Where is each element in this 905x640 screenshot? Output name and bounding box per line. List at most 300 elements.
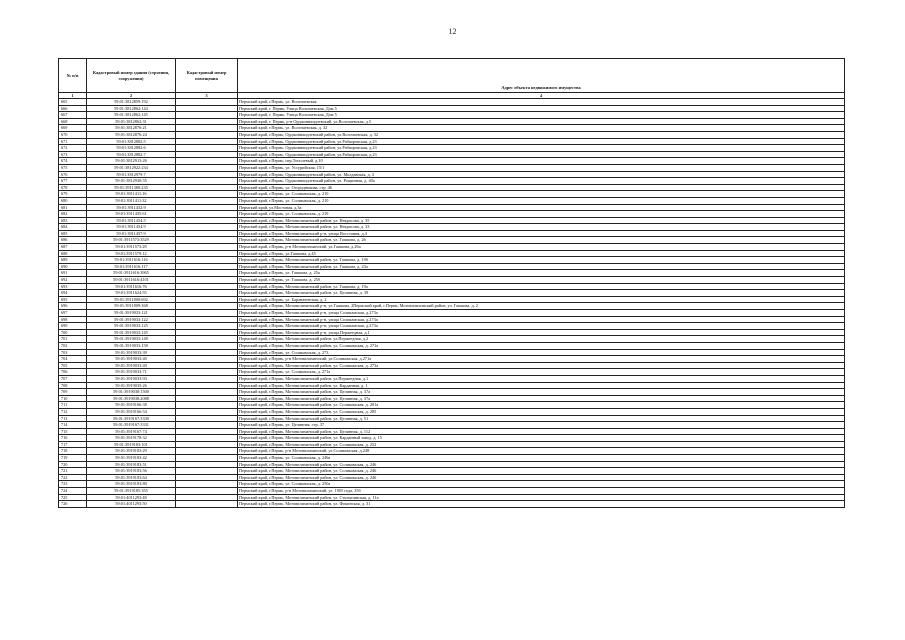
table-row bbox=[59, 257, 845, 264]
row-number-cell: 723 bbox=[59, 481, 87, 488]
table-row bbox=[59, 151, 845, 158]
row-number-cell: 702 bbox=[59, 342, 87, 349]
building-cadastral-cell: 59:01:3911411:16 bbox=[87, 191, 176, 198]
address-cell: Пермский край, г.Пермь, Мотовилихинский район, ул. Соликамская, д. 271а bbox=[238, 342, 845, 349]
building-cadastral-cell: 59:01:3919038:1500 bbox=[87, 389, 176, 396]
row-number-cell: 670 bbox=[59, 131, 87, 138]
row-number-cell: 712 bbox=[59, 408, 87, 415]
address-cell: Пермский край, г.Пермь, ул. Соликамская, д. 246а bbox=[238, 455, 845, 462]
building-cadastral-cell: 59:01:3812876:24 bbox=[87, 131, 176, 138]
premises-cadastral-cell bbox=[176, 336, 238, 343]
row-number-cell: 715 bbox=[59, 428, 87, 435]
premises-cadastral-cell bbox=[176, 342, 238, 349]
building-cadastral-cell: 59:01:3911432:9 bbox=[87, 204, 176, 211]
building-cadastral-cell: 59:01:3919183:56 bbox=[87, 468, 176, 475]
column-number: 3 bbox=[176, 93, 238, 99]
address-cell: Пермский край, г.Пермь, Мотовилихинский район, ул. Гашкова, д. 19а bbox=[238, 283, 845, 290]
address-cell: Пермский край, г.Пермь, р-н Мотовилихинский, ул. 1905 года, 35б bbox=[238, 488, 845, 495]
table-row bbox=[59, 296, 845, 303]
row-number-cell: 689 bbox=[59, 257, 87, 264]
row-number-cell: 679 bbox=[59, 191, 87, 198]
building-cadastral-cell: 59:01:3812882:7 bbox=[87, 151, 176, 158]
building-cadastral-cell: 59:01:3911457:9 bbox=[87, 230, 176, 237]
row-number-cell: 719 bbox=[59, 455, 87, 462]
building-cadastral-cell: 59:01:3919183:42 bbox=[87, 455, 176, 462]
building-cadastral-cell: 59:01:3919033:121 bbox=[87, 310, 176, 317]
table-row bbox=[59, 323, 845, 330]
address-cell: Пермский край, г.Пермь, Мотовилихинский район, ул. Соликамская, д. 281а bbox=[238, 402, 845, 409]
address-cell: Пермский край, г.Пермь, р-н Мотовилихинский, ул.Соликамская, д.248 bbox=[238, 448, 845, 455]
building-cadastral-cell: 59:01:4011293:48 bbox=[87, 494, 176, 501]
table-body bbox=[59, 99, 845, 508]
row-number-cell: 691 bbox=[59, 270, 87, 277]
premises-cadastral-cell bbox=[176, 356, 238, 363]
row-number-cell: 688 bbox=[59, 250, 87, 257]
building-cadastral-cell: 59:01:3911616:3965 bbox=[87, 270, 176, 277]
table-row bbox=[59, 263, 845, 270]
row-number-cell: 716 bbox=[59, 435, 87, 442]
premises-cadastral-cell bbox=[176, 237, 238, 244]
premises-cadastral-cell bbox=[176, 448, 238, 455]
address-cell: Пермский край, г.Пермь, Мотовилихинский район, ул. Гашкова, д. 26 bbox=[238, 237, 845, 244]
building-cadastral-cell: 59:01:3911454:9 bbox=[87, 224, 176, 231]
premises-cadastral-cell bbox=[176, 303, 238, 310]
premises-cadastral-cell bbox=[176, 151, 238, 158]
table-row bbox=[59, 329, 845, 336]
row-number-cell: 686 bbox=[59, 237, 87, 244]
row-number-cell: 713 bbox=[59, 415, 87, 422]
building-cadastral-cell: 59:01:3919033:122 bbox=[87, 316, 176, 323]
address-cell: Пермский край, г.Пермь, Мотовилихинский район, ул. Фокинская, д. 31 bbox=[238, 501, 845, 508]
address-cell: Пермский край, г.Пермь, р-н Мотовилихинский, ул.Соликамская, д.271а bbox=[238, 356, 845, 363]
premises-cadastral-cell bbox=[176, 422, 238, 429]
table-row bbox=[59, 250, 845, 257]
address-cell: Пермский край, г.Пермь, ул. Бараначевская, д. 2 bbox=[238, 296, 845, 303]
table-row bbox=[59, 336, 845, 343]
row-number-cell: 698 bbox=[59, 316, 87, 323]
building-cadastral-cell: 59:01:3911573:3529 bbox=[87, 237, 176, 244]
table-row bbox=[59, 448, 845, 455]
table-row bbox=[59, 408, 845, 415]
address-cell: Пермский край, г.Пермь, ул. Огородникова, стр. 46 bbox=[238, 184, 845, 191]
building-cadastral-cell: 59:01:3919033:71 bbox=[87, 369, 176, 376]
table-row bbox=[59, 455, 845, 462]
row-number-cell: 694 bbox=[59, 290, 87, 297]
building-cadastral-cell: 59:01:3812930:55 bbox=[87, 178, 176, 185]
table-row bbox=[59, 138, 845, 145]
address-cell: Пермский край, г. Пермь, Улица Волочаевская, Дом 5 bbox=[238, 105, 845, 112]
row-number-cell: 709 bbox=[59, 389, 87, 396]
address-cell: Пермский край, г. Пермь, р-н Орджоникидзевский, ул.Волочаевская, д.5 bbox=[238, 118, 845, 125]
address-cell: Пермский край, г.Пермь, Мотовилихинский р-н, улица Восстания, д.4 bbox=[238, 230, 845, 237]
premises-cadastral-cell bbox=[176, 263, 238, 270]
premises-cadastral-cell bbox=[176, 112, 238, 119]
address-cell: Пермский край, г.Пермь, ул. Соликамская, д. 219 bbox=[238, 211, 845, 218]
row-number-cell: 695 bbox=[59, 296, 87, 303]
address-cell: Пермский край, г.Пермь, Мотовилихинский р-н, улица Соликамская, д.273а bbox=[238, 316, 845, 323]
premises-cadastral-cell bbox=[176, 389, 238, 396]
address-cell: Пермский край, г.Пермь, Мотовилихинский район, ул. Гашкова, д. 23а bbox=[238, 263, 845, 270]
building-cadastral-cell: 59:01:3919038:2088 bbox=[87, 395, 176, 402]
building-cadastral-cell: 59:01:3812882:6 bbox=[87, 145, 176, 152]
premises-cadastral-cell bbox=[176, 158, 238, 165]
building-cadastral-cell: 59:01:3911800:692 bbox=[87, 296, 176, 303]
table-row bbox=[59, 178, 845, 185]
address-cell: Пермский край, г.Пермь, ул. Соликамская, д. 273 bbox=[238, 349, 845, 356]
table-row bbox=[59, 211, 845, 218]
row-number-cell: 687 bbox=[59, 244, 87, 251]
row-number-cell: 669 bbox=[59, 125, 87, 132]
table-row bbox=[59, 468, 845, 475]
table-row bbox=[59, 481, 845, 488]
premises-cadastral-cell bbox=[176, 408, 238, 415]
building-cadastral-cell: 59:01:3812913:26 bbox=[87, 158, 176, 165]
address-cell: Пермский край, г.Пермь, ул. Соликамская, д. 210 bbox=[238, 197, 845, 204]
row-number-cell: 714 bbox=[59, 422, 87, 429]
address-cell: Пермский край, г.Пермь, ул.Гашкова, д.45 bbox=[238, 250, 845, 257]
row-number-cell: 726 bbox=[59, 501, 87, 508]
row-number-cell: 720 bbox=[59, 461, 87, 468]
address-cell: Пермский край, г.Пермь, Мотовилихинский район, ул. Целинная, д. 37а bbox=[238, 395, 845, 402]
address-cell: Пермский край, г.Пермь, Мотовилихинский район, ул. Целинная, д. 51 bbox=[238, 415, 845, 422]
building-cadastral-cell: 59:01:3812862:144 bbox=[87, 105, 176, 112]
premises-cadastral-cell bbox=[176, 468, 238, 475]
address-cell: Пермский край, г.Пермь, Орджоникидзевский район, ул.Волочаевская, д. 32 bbox=[238, 131, 845, 138]
address-cell: Пермский край, г.Пермь, Мотовилихинский район, ул. Целинная, д. 37а bbox=[238, 389, 845, 396]
column-number: 4 bbox=[238, 93, 845, 99]
table-row bbox=[59, 441, 845, 448]
address-cell: Пермский край, г.Пермь, Мотовилихинский район, ул. Соликамская, д. 246 bbox=[238, 474, 845, 481]
address-cell: Пермский край, г.Пермь, Мотовилихинский район, ул. Некрасова, д. 33 bbox=[238, 224, 845, 231]
premises-cadastral-cell bbox=[176, 395, 238, 402]
table-row bbox=[59, 270, 845, 277]
row-number-cell: 708 bbox=[59, 382, 87, 389]
building-cadastral-cell: 59:01:3919033:93 bbox=[87, 375, 176, 382]
address-cell: Пермский край, г.Пермь, Мотовилихинский район, ул.Пержеедная, д.2 bbox=[238, 336, 845, 343]
row-number-cell: 705 bbox=[59, 362, 87, 369]
premises-cadastral-cell bbox=[176, 184, 238, 191]
table-row bbox=[59, 474, 845, 481]
table-row bbox=[59, 197, 845, 204]
building-cadastral-cell: 59:01:3812882:5 bbox=[87, 138, 176, 145]
address-cell: Пермский край, г.Пермь, ул. Соликамская, д. 271а bbox=[238, 369, 845, 376]
premises-cadastral-cell bbox=[176, 441, 238, 448]
column-number: 1 bbox=[59, 93, 87, 99]
building-cadastral-cell: 59:01:3812862:31 bbox=[87, 118, 176, 125]
address-cell: Пермский край, г.Пермь, Мотовилихинский район, ул. Соликамская, д. 246 bbox=[238, 468, 845, 475]
table-row bbox=[59, 342, 845, 349]
building-cadastral-cell: 59:01:3911616:117 bbox=[87, 263, 176, 270]
row-number-cell: 696 bbox=[59, 303, 87, 310]
premises-cadastral-cell bbox=[176, 230, 238, 237]
premises-cadastral-cell bbox=[176, 362, 238, 369]
building-cadastral-cell: 59:01:3911616:76 bbox=[87, 283, 176, 290]
table-row bbox=[59, 501, 845, 508]
row-number-cell: 665 bbox=[59, 99, 87, 106]
table-row bbox=[59, 112, 845, 119]
table-row bbox=[59, 105, 845, 112]
property-table bbox=[58, 58, 845, 508]
row-number-cell: 722 bbox=[59, 474, 87, 481]
row-number-cell: 697 bbox=[59, 310, 87, 317]
premises-cadastral-cell bbox=[176, 197, 238, 204]
row-number-cell: 681 bbox=[59, 204, 87, 211]
premises-cadastral-cell bbox=[176, 474, 238, 481]
premises-cadastral-cell bbox=[176, 369, 238, 376]
address-cell: Пермский край, г.Пермь, Орджоникидзевский район, ул.Рабкоровская, д.23 bbox=[238, 151, 845, 158]
building-cadastral-cell: 59:01:3919167:74 bbox=[87, 428, 176, 435]
table-row bbox=[59, 125, 845, 132]
column-number: 2 bbox=[87, 93, 176, 99]
table-row bbox=[59, 131, 845, 138]
row-number-cell: 676 bbox=[59, 171, 87, 178]
row-number-cell: 678 bbox=[59, 184, 87, 191]
row-number-cell: 692 bbox=[59, 277, 87, 284]
table-row bbox=[59, 375, 845, 382]
premises-cadastral-cell bbox=[176, 138, 238, 145]
table-row bbox=[59, 428, 845, 435]
premises-cadastral-cell bbox=[176, 125, 238, 132]
address-cell: Пермский край, г.Пермь, Орджоникидзевский район, ул.Рабкоровская, д.23 bbox=[238, 138, 845, 145]
premises-cadastral-cell bbox=[176, 171, 238, 178]
table-row bbox=[59, 290, 845, 297]
address-cell: Пермский край, г.Пермь, Мотовилихинский район, ул. Карданная, д. 1 bbox=[238, 382, 845, 389]
premises-cadastral-cell bbox=[176, 402, 238, 409]
building-cadastral-cell: 59:01:3919033:148 bbox=[87, 336, 176, 343]
premises-cadastral-cell bbox=[176, 99, 238, 106]
premises-cadastral-cell bbox=[176, 494, 238, 501]
table-row bbox=[59, 217, 845, 224]
table-row bbox=[59, 171, 845, 178]
building-cadastral-cell: 59:01:3919183:64 bbox=[87, 474, 176, 481]
building-cadastral-cell: 59:01:3911454:5 bbox=[87, 217, 176, 224]
building-cadastral-cell: 59:01:3812862:145 bbox=[87, 112, 176, 119]
row-number-cell: 684 bbox=[59, 224, 87, 231]
row-number-cell: 674 bbox=[59, 158, 87, 165]
address-cell: Пермский край, г.Пермь, ул. Волочаевская bbox=[238, 99, 845, 106]
building-cadastral-cell: 59:01:3919033:145 bbox=[87, 329, 176, 336]
table-row bbox=[59, 99, 845, 106]
building-cadastral-cell: 59:01:3919033:125 bbox=[87, 323, 176, 330]
row-number-cell: 711 bbox=[59, 402, 87, 409]
premises-cadastral-cell bbox=[176, 283, 238, 290]
row-number-cell: 699 bbox=[59, 323, 87, 330]
row-number-cell: 724 bbox=[59, 488, 87, 495]
building-cadastral-cell: 59:01:3919183:51 bbox=[87, 461, 176, 468]
building-cadastral-cell: 59:01:3911616:116 bbox=[87, 257, 176, 264]
table-header-row bbox=[59, 59, 845, 93]
row-number-cell: 668 bbox=[59, 118, 87, 125]
address-cell: Пермский край, г.Пермь, ул. Волочаевская, д. 32 bbox=[238, 125, 845, 132]
table-row bbox=[59, 461, 845, 468]
premises-cadastral-cell bbox=[176, 164, 238, 171]
building-cadastral-cell: 59:01:3911573:28 bbox=[87, 244, 176, 251]
table-row bbox=[59, 277, 845, 284]
premises-cadastral-cell bbox=[176, 211, 238, 218]
row-number-cell: 685 bbox=[59, 230, 87, 237]
premises-cadastral-cell bbox=[176, 323, 238, 330]
premises-cadastral-cell bbox=[176, 290, 238, 297]
address-cell: Пермский край, г.Пермь, Мотовилихинский р-н, улица Соликамская, д.273а bbox=[238, 323, 845, 330]
premises-cadastral-cell bbox=[176, 455, 238, 462]
address-cell: Пермский край, г.Пермь, Мотовилихинский р-н, ул.Гашкова, 2Пермский край, г.Пермь, Мотовилихинский район, ул. Гашкова, д. 2 bbox=[238, 303, 845, 310]
table-row bbox=[59, 435, 845, 442]
premises-cadastral-cell bbox=[176, 204, 238, 211]
building-cadastral-cell: 59:01:3919035:26 bbox=[87, 382, 176, 389]
address-cell: Пермский край, г.Пермь, Мотовилихинский район, ул. Соликамская, д. 252 bbox=[238, 441, 845, 448]
row-number-cell: 721 bbox=[59, 468, 87, 475]
premises-cadastral-cell bbox=[176, 217, 238, 224]
building-cadastral-cell: 59:01:3919166:38 bbox=[87, 402, 176, 409]
premises-cadastral-cell bbox=[176, 461, 238, 468]
premises-cadastral-cell bbox=[176, 257, 238, 264]
table-row bbox=[59, 164, 845, 171]
premises-cadastral-cell bbox=[176, 131, 238, 138]
building-cadastral-cell: 59:01:3919183:80 bbox=[87, 481, 176, 488]
header-row-number: № п/п bbox=[59, 59, 87, 93]
premises-cadastral-cell bbox=[176, 501, 238, 508]
table-row bbox=[59, 283, 845, 290]
building-cadastral-cell: 59:01:3919033:39 bbox=[87, 349, 176, 356]
premises-cadastral-cell bbox=[176, 250, 238, 257]
row-number-cell: 683 bbox=[59, 217, 87, 224]
address-cell: Пермский край, г.Пермь, р-н Мотовилихинский, ул.Гашкова, д.26а bbox=[238, 244, 845, 251]
row-number-cell: 671 bbox=[59, 138, 87, 145]
row-number-cell: 672 bbox=[59, 145, 87, 152]
premises-cadastral-cell bbox=[176, 178, 238, 185]
address-cell: Пермский край, г.Пермь, ул. Соликамская, д. 210 bbox=[238, 191, 845, 198]
premises-cadastral-cell bbox=[176, 118, 238, 125]
premises-cadastral-cell bbox=[176, 375, 238, 382]
table-row bbox=[59, 369, 845, 376]
premises-cadastral-cell bbox=[176, 270, 238, 277]
premises-cadastral-cell bbox=[176, 481, 238, 488]
address-cell: Пермский край, г.Пермь, Мотовилихинский район, ул. Столыпинская, д. 11а bbox=[238, 494, 845, 501]
row-number-cell: 703 bbox=[59, 349, 87, 356]
address-cell: Пермский край, г.Пермь, Мотовилихинский район, ул. Некрасова, д. 35 bbox=[238, 217, 845, 224]
address-cell: Пермский край, г.Пермь, ул. Соликамская, д. 250а bbox=[238, 481, 845, 488]
building-cadastral-cell: 59:01:3919183:29 bbox=[87, 448, 176, 455]
table-header bbox=[59, 59, 845, 99]
premises-cadastral-cell bbox=[176, 244, 238, 251]
address-cell: Пермский край, г.Пермь, Мотовилихинский р-н, улица Соликамская, д.273а bbox=[238, 310, 845, 317]
building-cadastral-cell: 59:01:3812922:234 bbox=[87, 164, 176, 171]
table-row bbox=[59, 356, 845, 363]
table-row bbox=[59, 402, 845, 409]
header-address: Адрес объекта недвижимого имущества bbox=[238, 59, 845, 93]
building-cadastral-cell: 59:01:3919185:355 bbox=[87, 488, 176, 495]
building-cadastral-cell: 59:01:3812859:192 bbox=[87, 99, 176, 106]
address-cell: Пермский край, г.Пермь, ул. Целинная, стр. 37 bbox=[238, 422, 845, 429]
table-row bbox=[59, 244, 845, 251]
table-row bbox=[59, 316, 845, 323]
address-cell: Пермский край, г.Пермь, Мотовилихинский р-н, улица Пержеедная, д.1 bbox=[238, 329, 845, 336]
row-number-cell: 718 bbox=[59, 448, 87, 455]
building-cadastral-cell: 59:01:3911411:32 bbox=[87, 197, 176, 204]
premises-cadastral-cell bbox=[176, 415, 238, 422]
table-row bbox=[59, 349, 845, 356]
premises-cadastral-cell bbox=[176, 310, 238, 317]
table-row bbox=[59, 184, 845, 191]
premises-cadastral-cell bbox=[176, 428, 238, 435]
address-cell: Пермский край, г.Пермь, Орджоникидзевский район, ул. Рощинная, д. 40а bbox=[238, 178, 845, 185]
address-cell: Пермский край, г.Пермь, ул. Уссурийская, 15/1 bbox=[238, 164, 845, 171]
address-cell: Пермский край, г.Пермь, Мотовилихинский район, ул. Соликамская, д. 273а bbox=[238, 362, 845, 369]
table-row bbox=[59, 494, 845, 501]
building-cadastral-cell: 59:01:3911624:55 bbox=[87, 290, 176, 297]
table-row bbox=[59, 303, 845, 310]
row-number-cell: 725 bbox=[59, 494, 87, 501]
premises-cadastral-cell bbox=[176, 191, 238, 198]
premises-cadastral-cell bbox=[176, 435, 238, 442]
row-number-cell: 682 bbox=[59, 211, 87, 218]
row-number-cell: 706 bbox=[59, 369, 87, 376]
building-cadastral-cell: 59:01:3919033:49 bbox=[87, 362, 176, 369]
table-row bbox=[59, 422, 845, 429]
row-number-cell: 680 bbox=[59, 197, 87, 204]
premises-cadastral-cell bbox=[176, 277, 238, 284]
address-cell: Пермский край, г. Пермь, Улица Волочаевская, Дом 5 bbox=[238, 112, 845, 119]
address-cell: Пермский край, г.Пермь, Мотовилихинский район, ул. Целинная, д. 112 bbox=[238, 428, 845, 435]
building-cadastral-cell: 59:01:3812876:21 bbox=[87, 125, 176, 132]
row-number-cell: 707 bbox=[59, 375, 87, 382]
row-number-cell: 717 bbox=[59, 441, 87, 448]
row-number-cell: 693 bbox=[59, 283, 87, 290]
header-building-cadastral: Кадастровый номер здания (строения, сооружения) bbox=[87, 59, 176, 93]
building-cadastral-cell: 59:01:3919167:3330 bbox=[87, 415, 176, 422]
premises-cadastral-cell bbox=[176, 224, 238, 231]
building-cadastral-cell: 59:01:3919033:40 bbox=[87, 356, 176, 363]
table-row bbox=[59, 191, 845, 198]
address-cell: Пермский край, г.Пермь, Орджоникидзевский район, ул.Рабкоровская, д.23 bbox=[238, 145, 845, 152]
premises-cadastral-cell bbox=[176, 382, 238, 389]
address-cell: Пермский край, г.Пермь, Мотовилихинский район, ул.Пержеедная, д.1 bbox=[238, 375, 845, 382]
building-cadastral-cell: 59:01:3911380:235 bbox=[87, 184, 176, 191]
building-cadastral-cell: 59:01:3911435:61 bbox=[87, 211, 176, 218]
row-number-cell: 675 bbox=[59, 164, 87, 171]
row-number-cell: 667 bbox=[59, 112, 87, 119]
address-cell: Пермский край, г.Пермь, ул. Гашкова, д. 25а bbox=[238, 270, 845, 277]
building-cadastral-cell: 59:01:4011293:50 bbox=[87, 501, 176, 508]
address-cell: Пермский край, г.Пермь, Мотовилихинский район, ул. Соликамская, д. 246 bbox=[238, 461, 845, 468]
table-row bbox=[59, 310, 845, 317]
building-cadastral-cell: 59:01:3911616:4101 bbox=[87, 277, 176, 284]
table-row bbox=[59, 382, 845, 389]
building-cadastral-cell: 59:01:3812979:7 bbox=[87, 171, 176, 178]
address-cell: Пермский край, г.Пермь, Мотовилихинский район, ул. Карданный завод, д. 15 bbox=[238, 435, 845, 442]
header-premises-cadastral: Кадастровый номер помещения bbox=[176, 59, 238, 93]
address-cell: Пермский край, ул.Мостовая, д.3а bbox=[238, 204, 845, 211]
table-row bbox=[59, 118, 845, 125]
row-number-cell: 704 bbox=[59, 356, 87, 363]
address-cell: Пермский край, г.Пермь, Мотовилихинский район, ул. Гашкова, д. 19б bbox=[238, 257, 845, 264]
premises-cadastral-cell bbox=[176, 316, 238, 323]
table-row bbox=[59, 204, 845, 211]
premises-cadastral-cell bbox=[176, 329, 238, 336]
table-row bbox=[59, 362, 845, 369]
address-cell: Пермский край, г.Пермь, Мотовилихинский район, ул. Целинная, д. 39 bbox=[238, 290, 845, 297]
row-number-cell: 700 bbox=[59, 329, 87, 336]
building-cadastral-cell: 59:01:3919166:54 bbox=[87, 408, 176, 415]
row-number-cell: 690 bbox=[59, 263, 87, 270]
table-row bbox=[59, 224, 845, 231]
premises-cadastral-cell bbox=[176, 145, 238, 152]
row-number-cell: 677 bbox=[59, 178, 87, 185]
building-cadastral-cell: 59:01:3911579:12 bbox=[87, 250, 176, 257]
row-number-cell: 673 bbox=[59, 151, 87, 158]
premises-cadastral-cell bbox=[176, 105, 238, 112]
premises-cadastral-cell bbox=[176, 488, 238, 495]
